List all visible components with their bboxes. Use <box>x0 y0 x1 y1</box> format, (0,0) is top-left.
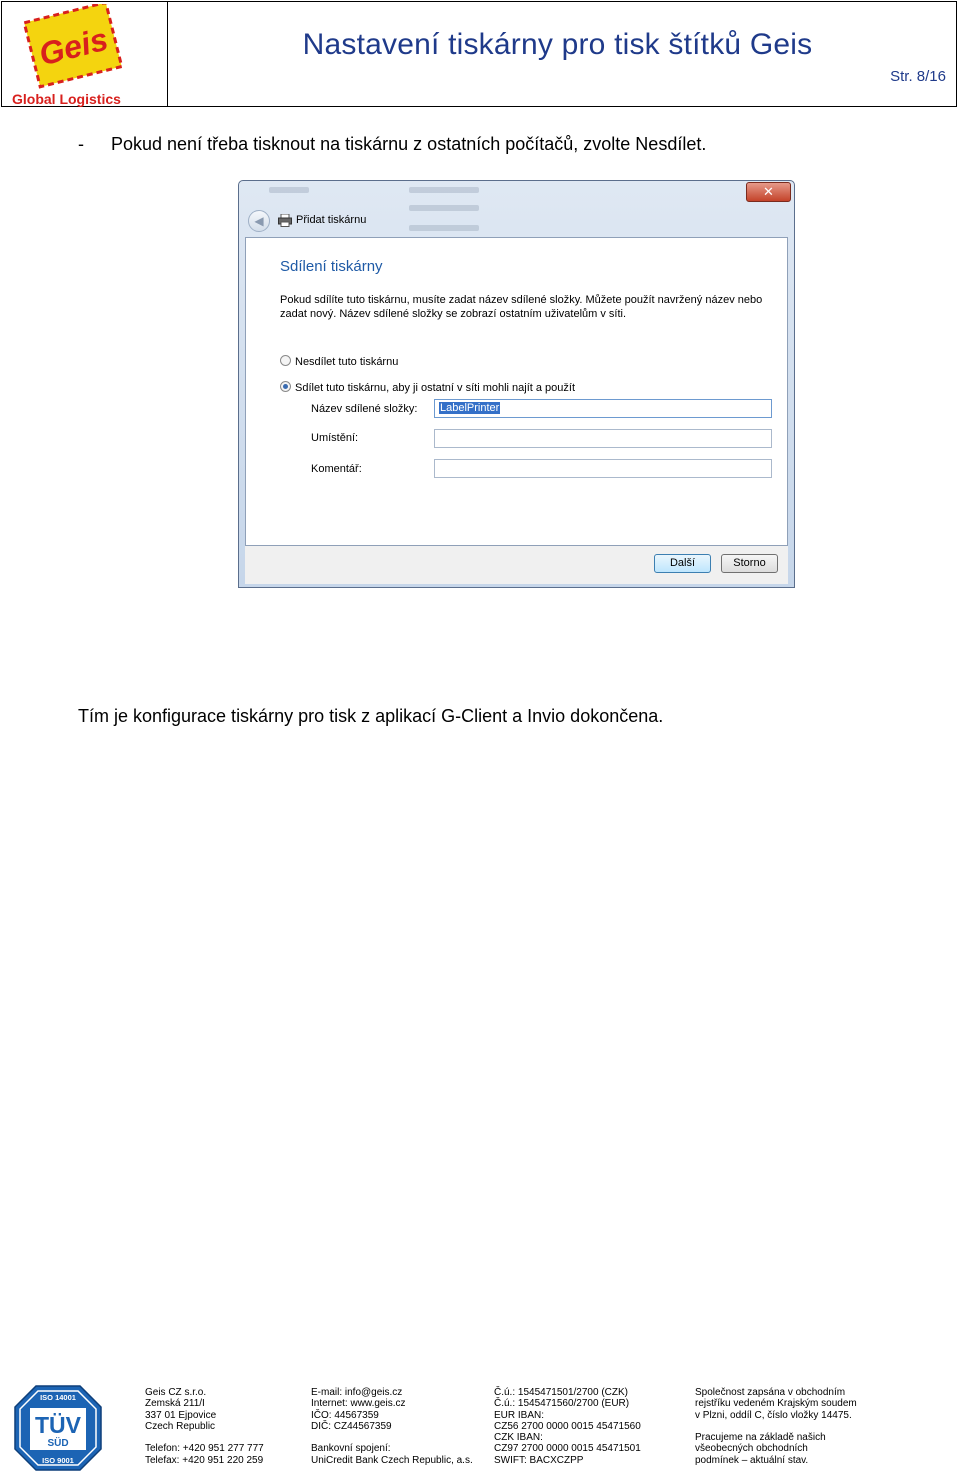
cancel-button[interactable]: Storno <box>721 554 778 573</box>
badge-iso-14001: ISO 14001 <box>40 1393 76 1402</box>
footer-line: CZK IBAN: <box>494 1432 543 1444</box>
footer-bank-accounts <box>494 1387 641 1466</box>
footer-registration <box>695 1387 857 1466</box>
dialog-button-bar <box>245 546 788 584</box>
footer-line <box>311 1432 473 1443</box>
footer-line: Telefax: +420 951 220 259 <box>145 1454 264 1466</box>
comment-input[interactable] <box>434 459 772 478</box>
footer-line: UniCredit Bank Czech Republic, a.s. <box>311 1454 473 1466</box>
footer-line: všeobecných obchodních <box>695 1443 808 1455</box>
add-printer-dialog <box>238 180 795 588</box>
share-name-value: LabelPrinter <box>440 402 500 414</box>
share-name-label: Název sdílené složky: <box>311 403 418 415</box>
page-number: Str. 8/16 <box>890 68 946 85</box>
footer-company-address <box>145 1387 264 1466</box>
footer-line: Č.ú.: 1545471501/2700 (CZK) <box>494 1387 628 1398</box>
location-label: Umístění: <box>311 432 359 444</box>
badge-sud-mark: SÜD <box>47 1438 69 1449</box>
footer-line: DIČ: CZ44567359 <box>311 1420 392 1432</box>
document-title: Nastavení tiskárny pro tisk štítků Geis <box>302 28 813 61</box>
radio-no-share-label: Nesdílet tuto tiskárnu <box>295 356 399 368</box>
footer-line: CZ56 2700 0000 0015 45471560 <box>494 1420 641 1432</box>
radio-unchecked-icon <box>280 355 291 366</box>
footer-line: Společnost zapsána v obchodním <box>695 1387 846 1398</box>
radio-share[interactable] <box>280 381 575 394</box>
badge-tuv-mark: TÜV <box>35 1412 81 1438</box>
footer-line: Geis CZ s.r.o. <box>145 1387 207 1398</box>
footer-line: Internet: www.geis.cz <box>311 1398 406 1410</box>
footer-line: Bankovní spojení: <box>311 1443 391 1455</box>
footer-line: Č.ú.: 1545471560/2700 (EUR) <box>494 1398 630 1410</box>
logo-cell <box>2 2 168 106</box>
back-arrow-icon[interactable]: ◀ <box>248 210 270 232</box>
section-title: Sdílení tiskárny <box>280 258 383 275</box>
tuv-certification-badge <box>14 1385 102 1471</box>
footer-line: v Plzni, oddíl C, číslo vložky 14475. <box>695 1409 852 1421</box>
bullet-dash: - <box>78 134 84 154</box>
page-header <box>1 1 957 107</box>
bullet-text: Pokud není třeba tisknout na tiskárnu z ostatních počítačů, zvolte Nesdílet. <box>111 134 707 154</box>
radio-checked-icon <box>280 381 291 392</box>
footer-line: IČO: 44567359 <box>311 1409 379 1421</box>
next-button[interactable]: Další <box>654 554 711 573</box>
comment-label: Komentář: <box>311 463 362 475</box>
logo-tagline: Global Logistics <box>12 91 121 107</box>
radio-no-share[interactable] <box>280 355 398 368</box>
logo-brand-text: Geis <box>35 20 112 73</box>
footer-line: 337 01 Ejpovice <box>145 1409 217 1421</box>
instruction-bullet <box>78 134 706 155</box>
background-ghost-text <box>409 187 479 193</box>
dialog-titlebar <box>239 181 794 237</box>
close-button[interactable]: ✕ <box>746 182 791 202</box>
badge-iso-9001: ISO 9001 <box>42 1456 74 1465</box>
footer-line: CZ97 2700 0000 0015 45471501 <box>494 1443 641 1455</box>
location-input[interactable] <box>434 429 772 448</box>
footer-line <box>695 1421 857 1432</box>
footer-line: rejstříku vedeném Krajským soudem <box>695 1398 857 1410</box>
footer-line <box>145 1432 264 1443</box>
footer-line: podmínek – aktuální stav. <box>695 1454 809 1466</box>
printer-icon <box>278 214 292 227</box>
footer-line: Czech Republic <box>145 1420 216 1432</box>
geis-logo <box>10 4 150 108</box>
radio-share-label: Sdílet tuto tiskárnu, aby ji ostatní v síti mohli najít a použít <box>295 382 576 394</box>
share-name-input[interactable] <box>434 399 772 418</box>
wizard-title: Přidat tiskárnu <box>296 214 367 226</box>
background-ghost-text <box>269 187 309 193</box>
footer-line: SWIFT: BACXCZPP <box>494 1454 584 1466</box>
footer-line: Zemská 211/I <box>145 1398 205 1410</box>
background-ghost-text <box>409 225 479 231</box>
footer-line: Telefon: +420 951 277 777 <box>145 1443 264 1455</box>
footer-line: Pracujeme na základě našich <box>695 1432 826 1444</box>
footer-line: EUR IBAN: <box>494 1409 545 1421</box>
share-description: Pokud sdílíte tuto tiskárnu, musíte zadat název sdílené složky. Můžete použít navržený název nebo zadat nový. Název sdílené složky se zobrazí ostatním uživatelům v síti. <box>280 294 763 320</box>
dialog-content <box>245 237 788 546</box>
background-ghost-text <box>409 205 479 211</box>
footer-line: E-mail: info@geis.cz <box>311 1387 403 1398</box>
conclusion-text: Tím je konfigurace tiskárny pro tisk z aplikací G-Client a Invio dokončena. <box>78 706 664 726</box>
footer-contacts <box>311 1387 473 1466</box>
